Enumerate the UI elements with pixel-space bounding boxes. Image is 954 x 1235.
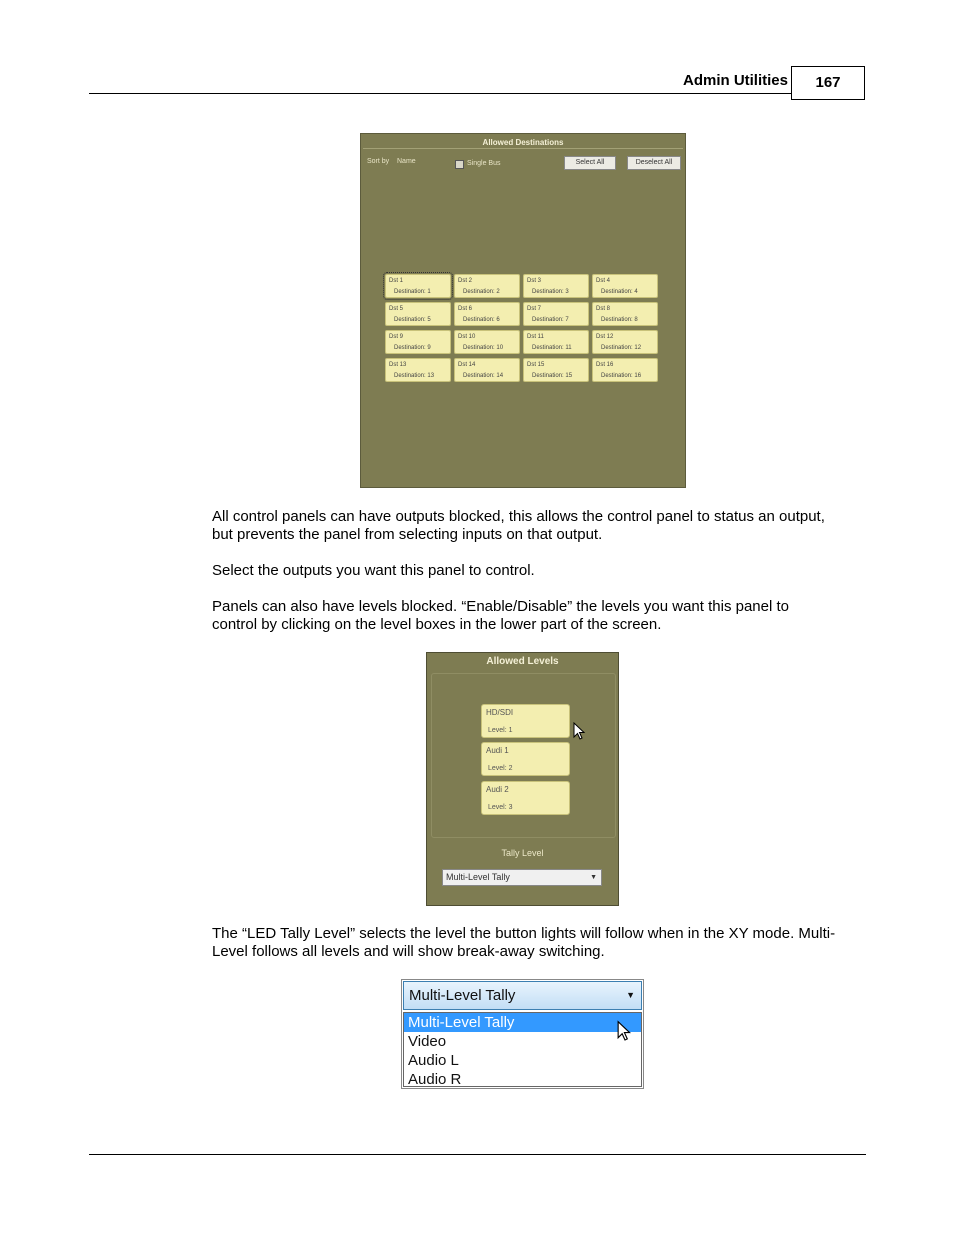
tile-name: Dst 4: [596, 278, 611, 284]
tile-destination: Destination: 16: [601, 373, 642, 379]
tile-name: Dst 12: [596, 334, 614, 340]
dropdown-header[interactable]: [403, 981, 642, 1010]
select-all-button[interactable]: Select All: [564, 156, 616, 170]
tile-destination: Destination: 14: [463, 373, 504, 379]
tile-destination: Destination: 1: [394, 289, 431, 295]
destination-tile[interactable]: [454, 302, 520, 326]
tile-name: Dst 7: [527, 306, 542, 312]
tile-name: Dst 15: [527, 362, 545, 368]
mouse-cursor-icon: [617, 1020, 633, 1044]
levels-area: [431, 673, 616, 838]
paragraph-levels-blocked: Panels can also have levels blocked. “Enable/Disable” the levels you want this panel to control by clicking on the level boxes in the lower part of the screen.: [212, 598, 790, 633]
dropdown-arrow-icon: ▼: [590, 874, 597, 881]
level-number: Level: 1: [488, 727, 513, 734]
tile-destination: Destination: 3: [532, 289, 569, 295]
dropdown-option[interactable]: Audio R: [408, 1071, 462, 1088]
tile-name: Dst 8: [596, 306, 611, 312]
level-tile[interactable]: [481, 781, 570, 815]
allowed-levels-panel: [426, 652, 619, 906]
paragraph-outputs-blocked: All control panels can have outputs blocked, this allows the control panel to status an output, but prevents the panel from selecting inputs on that output.: [212, 508, 825, 543]
tile-destination: Destination: 4: [601, 289, 638, 295]
tile-name: Dst 16: [596, 362, 614, 368]
mouse-cursor-icon: [573, 722, 587, 742]
tile-name: Dst 11: [527, 334, 544, 340]
destination-tile[interactable]: [592, 274, 658, 298]
destination-tile[interactable]: [523, 274, 589, 298]
allowed-levels-title: Allowed Levels: [486, 656, 559, 667]
destination-tile[interactable]: [523, 330, 589, 354]
allowed-destinations-panel: [360, 133, 686, 488]
tile-destination: Destination: 13: [394, 373, 435, 379]
destination-tile[interactable]: [454, 274, 520, 298]
tile-name: Dst 5: [389, 306, 404, 312]
single-bus-label: Single Bus: [467, 160, 501, 167]
tile-destination: Destination: 15: [532, 373, 573, 379]
dropdown-selected-value: Multi-Level Tally: [409, 987, 516, 1004]
destination-tile[interactable]: [523, 302, 589, 326]
tile-destination: Destination: 8: [601, 317, 638, 323]
footer-rule: [89, 1154, 866, 1155]
tally-level-select[interactable]: [442, 869, 602, 886]
tile-name: Dst 13: [389, 362, 407, 368]
tile-destination: Destination: 12: [601, 345, 642, 351]
level-name: Audi 1: [486, 746, 509, 755]
destination-tile[interactable]: [454, 358, 520, 382]
header-section-title: Admin Utilities: [682, 72, 788, 89]
paragraph-led-tally: The “LED Tally Level” selects the level the button lights will follow when in the XY mode. Multi-Level follows all levels and will show break-away switching.: [212, 925, 836, 960]
tile-name: Dst 6: [458, 306, 473, 312]
tile-destination: Destination: 7: [532, 317, 569, 323]
level-name: Audi 2: [486, 785, 509, 794]
destination-tile[interactable]: [592, 358, 658, 382]
destination-tile[interactable]: [454, 330, 520, 354]
allowed-destinations-title: Allowed Destinations: [482, 138, 564, 147]
destination-tile[interactable]: [385, 302, 451, 326]
sort-by-value[interactable]: Name: [397, 158, 416, 165]
tile-destination: Destination: 6: [463, 317, 500, 323]
destination-tile[interactable]: [592, 330, 658, 354]
level-number: Level: 3: [488, 804, 513, 811]
tile-name: Dst 2: [458, 278, 473, 284]
level-number: Level: 2: [488, 765, 513, 772]
paragraph-select-outputs: Select the outputs you want this panel to control.: [212, 562, 535, 579]
tally-level-label: Tally Level: [501, 848, 544, 858]
tile-destination: Destination: 9: [394, 345, 431, 351]
destination-tile[interactable]: [385, 274, 451, 298]
tile-name: Dst 3: [527, 278, 542, 284]
tile-destination: Destination: 10: [463, 345, 504, 351]
tile-destination: Destination: 2: [463, 289, 500, 295]
dropdown-list: [403, 1012, 642, 1087]
tally-dropdown: [401, 979, 644, 1089]
destination-tile[interactable]: [385, 358, 451, 382]
destination-grid: [385, 274, 661, 382]
dropdown-arrow-icon: ▼: [626, 990, 635, 1000]
tile-name: Dst 1: [389, 278, 404, 284]
tile-name: Dst 10: [458, 334, 476, 340]
single-bus-checkbox[interactable]: [455, 160, 464, 169]
level-name: HD/SDI: [486, 708, 514, 717]
tally-level-value: Multi-Level Tally: [446, 872, 510, 882]
level-tile[interactable]: [481, 704, 570, 738]
destination-tile[interactable]: [523, 358, 589, 382]
tile-name: Dst 14: [458, 362, 476, 368]
deselect-all-button[interactable]: Deselect All: [627, 156, 681, 170]
tile-destination: Destination: 11: [532, 345, 572, 351]
header-rule: [89, 93, 791, 94]
destination-tile[interactable]: [592, 302, 658, 326]
dropdown-option[interactable]: Video: [408, 1033, 447, 1050]
panel-divider: [363, 148, 683, 149]
level-tile[interactable]: [481, 742, 570, 776]
sort-by-label: Sort by: [367, 158, 390, 165]
dropdown-option[interactable]: Multi-Level Tally: [404, 1013, 641, 1032]
page-number: 167: [791, 66, 865, 100]
tile-destination: Destination: 5: [394, 317, 431, 323]
dropdown-option[interactable]: Audio L: [408, 1052, 459, 1069]
destination-tile[interactable]: [385, 330, 451, 354]
tile-name: Dst 9: [389, 334, 404, 340]
